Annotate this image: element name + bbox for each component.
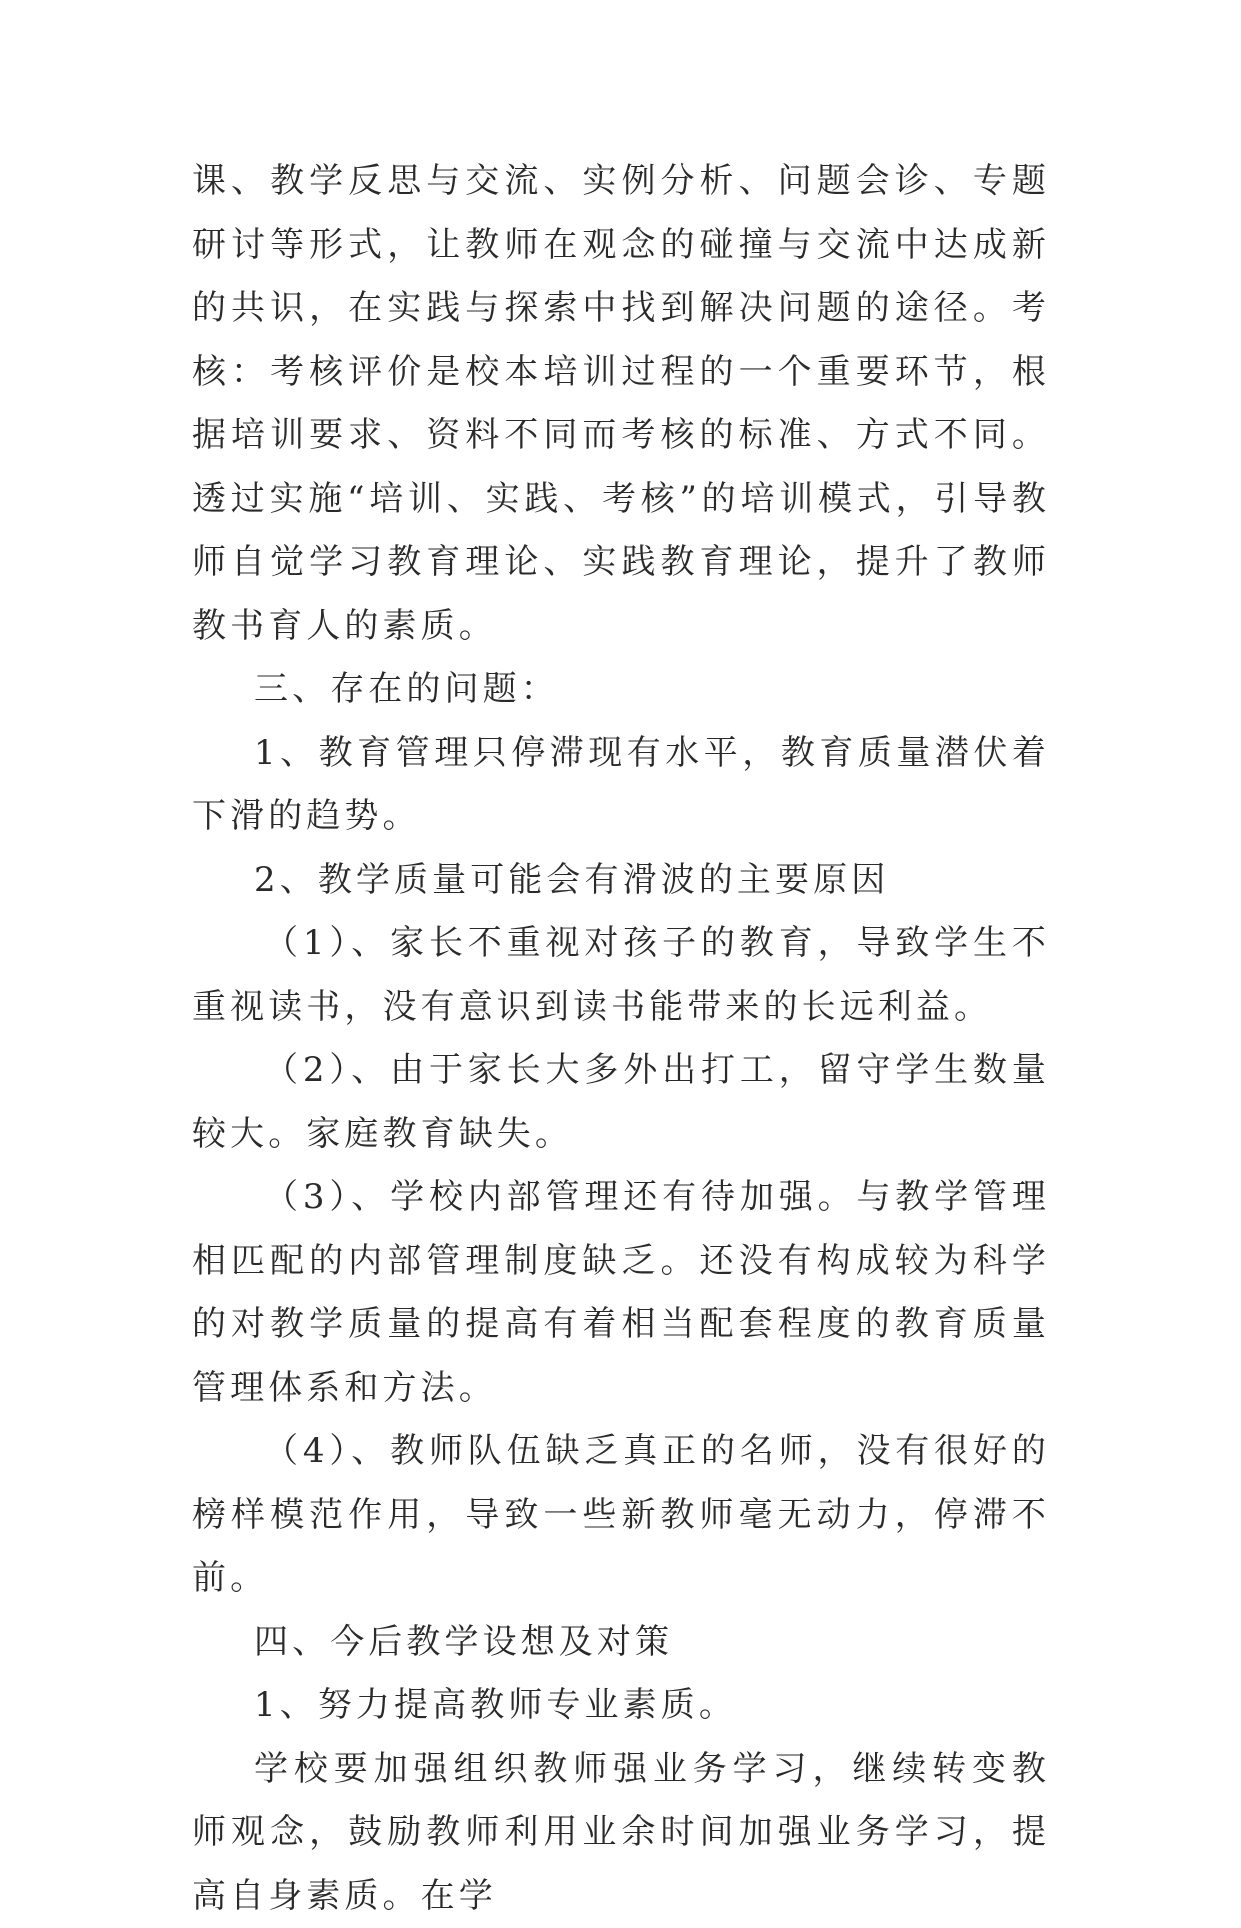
paragraph-reason-3: （3）、学校内部管理还有待加强。与教学管理相匹配的内部管理制度缺乏。还没有构成较为科学的对教学质量的提高有着相当配套程度的教育质量管理体系和方法。 bbox=[192, 1166, 1050, 1420]
paragraph-reason-1: （1）、家长不重视对孩子的教育，导致学生不重视读书，没有意识到读书能带来的长远利益。 bbox=[192, 912, 1050, 1039]
paragraph-reason-4: （4）、教师队伍缺乏真正的名师，没有很好的榜样模范作用，导致一些新教师毫无动力，停滞不前。 bbox=[192, 1420, 1050, 1611]
paragraph-continuation: 课、教学反思与交流、实例分析、问题会诊、专题研讨等形式，让教师在观念的碰撞与交流中达成新的共识，在实践与探索中找到解决问题的途径。考核：考核评价是校本培训过程的一个重要环节，根据培训要求、资料不同而考核的标准、方式不同。透过实施“培训、实践、考核”的培训模式，引导教师自觉学习教育理论、实践教育理论，提升了教师教书育人的素质。 bbox=[192, 150, 1050, 658]
paragraph-plan-1: 1、努力提高教师专业素质。 bbox=[192, 1674, 1050, 1738]
paragraph-problem-1: 1、教育管理只停滞现有水平，教育质量潜伏着下滑的趋势。 bbox=[192, 722, 1050, 849]
paragraph-reason-2: （2）、由于家长大多外出打工，留守学生数量较大。家庭教育缺失。 bbox=[192, 1039, 1050, 1166]
paragraph-plan-1-body: 学校要加强组织教师强业务学习，继续转变教师观念，鼓励教师利用业余时间加强业务学习，提高自身素质。在学 bbox=[192, 1738, 1050, 1928]
section-heading-plans: 四、今后教学设想及对策 bbox=[192, 1611, 1050, 1675]
section-heading-problems: 三、存在的问题： bbox=[192, 658, 1050, 722]
paragraph-problem-2: 2、教学质量可能会有滑波的主要原因 bbox=[192, 849, 1050, 913]
document-body bbox=[192, 150, 1050, 1928]
